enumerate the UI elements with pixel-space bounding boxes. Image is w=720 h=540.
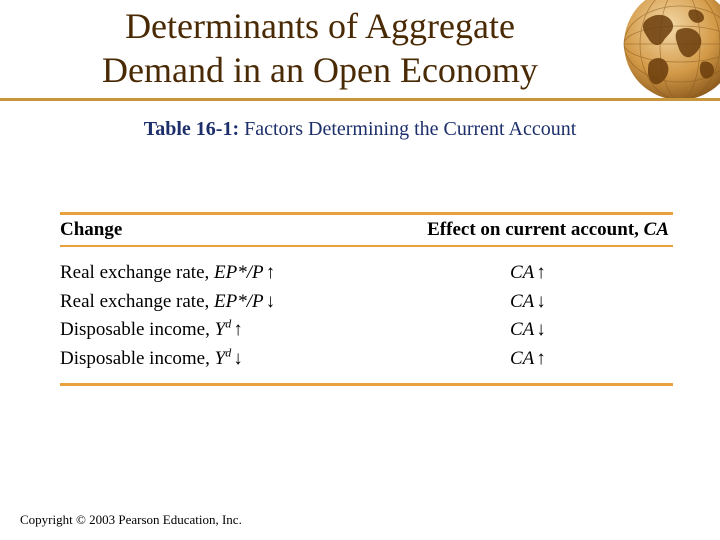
change-label: Real exchange rate, xyxy=(60,290,215,312)
change-sup: d xyxy=(225,345,232,360)
effect-var: CA xyxy=(510,347,535,369)
change-label: Real exchange rate, xyxy=(60,262,215,283)
header-effect-text: Effect on current account, xyxy=(427,219,644,240)
table-number: Table 16-1: xyxy=(143,118,240,140)
effect-cell xyxy=(510,345,546,373)
arrow-up-icon: ↑ xyxy=(233,319,243,340)
change-var: EP*/P xyxy=(214,262,264,283)
header-change: Change xyxy=(60,219,123,240)
effect-var: CA xyxy=(510,319,535,340)
effect-cell xyxy=(510,259,546,287)
globe-icon xyxy=(606,0,720,100)
title-divider xyxy=(0,98,720,101)
table-row xyxy=(60,259,673,288)
effect-var: CA xyxy=(510,262,535,283)
change-cell xyxy=(60,259,275,287)
effect-cell xyxy=(510,316,546,344)
table-caption xyxy=(0,116,720,142)
change-var: Y xyxy=(214,319,226,340)
arrow-up-icon: ↑ xyxy=(536,262,546,283)
table-row xyxy=(60,316,673,345)
copyright-footer: Copyright © 2003 Pearson Education, Inc. xyxy=(20,512,242,527)
slide-title-line1: Determinants of Aggregate xyxy=(125,6,515,46)
arrow-up-icon: ↑ xyxy=(265,262,276,283)
change-sup: d xyxy=(225,316,232,331)
header-effect xyxy=(427,219,669,241)
table-row xyxy=(60,288,673,317)
table-header-row xyxy=(60,212,673,247)
arrow-up-icon: ↑ xyxy=(536,347,546,369)
slide-title-line2: Demand in an Open Economy xyxy=(102,50,538,90)
slide-title xyxy=(40,4,600,92)
arrow-down-icon: ↓ xyxy=(265,290,276,312)
header-effect-var: CA xyxy=(643,219,669,240)
table-body xyxy=(60,247,673,386)
table-caption-text: Factors Determining the Current Account xyxy=(244,118,577,140)
arrow-down-icon: ↓ xyxy=(233,347,243,369)
change-var: Y xyxy=(214,347,226,369)
change-cell xyxy=(60,345,243,373)
factors-table xyxy=(60,212,673,386)
change-var: EP*/P xyxy=(214,290,264,312)
arrow-down-icon: ↓ xyxy=(536,290,546,312)
arrow-down-icon: ↓ xyxy=(536,319,546,340)
change-label: Disposable income, xyxy=(60,319,215,340)
change-label: Disposable income, xyxy=(60,347,215,369)
table-row xyxy=(60,345,673,374)
effect-var: CA xyxy=(510,290,535,312)
change-cell xyxy=(60,316,243,344)
change-cell xyxy=(60,288,275,316)
effect-cell xyxy=(510,288,546,316)
